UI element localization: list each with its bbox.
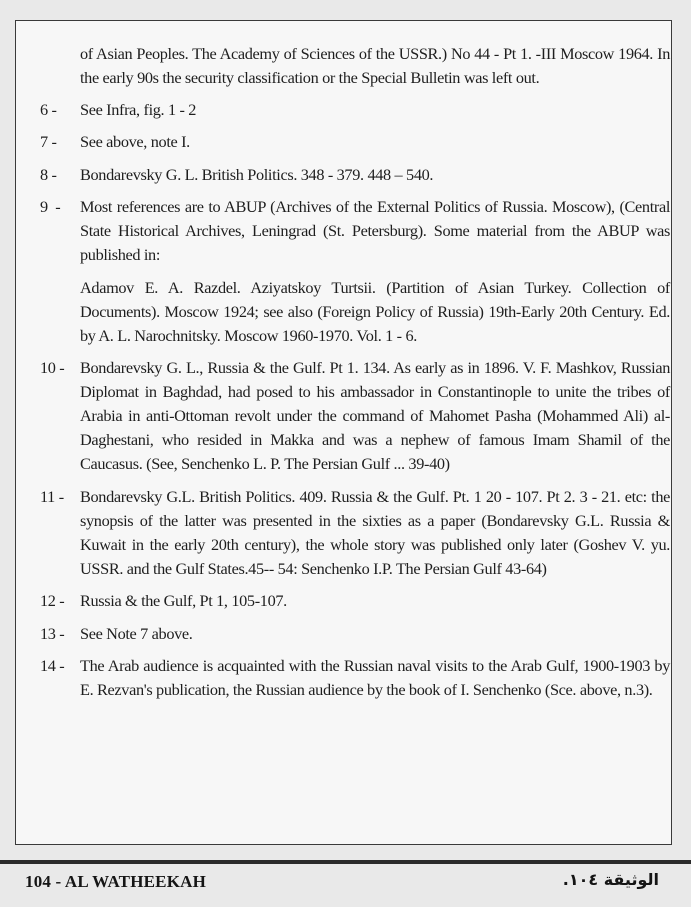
note-text: Bondarevsky G. L. British Politics. 348 - 379. 448 – 540.: [80, 164, 434, 184]
note-number: 13 -: [40, 623, 69, 643]
note-number: 12 -: [40, 591, 69, 610]
note-number: 10 -: [40, 358, 69, 377]
note-11: [40, 485, 670, 581]
note-6: [40, 98, 670, 122]
note-9: [40, 195, 670, 267]
note-text: See Note 7 above.: [80, 623, 193, 643]
note-9-subparagraph: Adamov E. A. Razdel. Aziyatskoy Turtsii. (Partition of Asian Turkey. Collection of Documents). Moscow 1924; see also (Foreign Policy of Russia) 19th-Early 20th Century. Ed. by A. L. Narochnitsky. Moscow 1960-1970. Vol. 1 - 6.: [80, 277, 670, 345]
footer-arabic-page-label: الوثيقة ١٠٤.: [562, 870, 659, 889]
note-text: Bondarevsky G.L. British Politics. 409. Russia & the Gulf. Pt. 1 20 - 107. Pt 2. 3 - 21. etc: the synopsis of the latter was presented in the sixties as a paper (Bondarevsky G.L. Russia & Kuwait in the early 20th century), the whole story was published only later (Goshev V. yu. USSR. and the Gulf States.45-- 54: Senchenko I.P. The Persian Gulf 43-64): [80, 486, 670, 578]
note-number: 11 -: [40, 486, 68, 506]
note-12: [40, 589, 670, 613]
note-number: 6 -: [40, 99, 61, 119]
note-10: [40, 356, 670, 476]
note-13: [40, 622, 670, 646]
note-number: 8 -: [40, 164, 61, 184]
note-text: Russia & the Gulf, Pt 1, 105-107.: [80, 591, 287, 610]
note-number: 7 -: [40, 132, 61, 151]
note-text: See above, note I.: [80, 132, 190, 151]
endnotes: [40, 42, 670, 711]
note-text: of Asian Peoples. The Academy of Sciences of the USSR.) No 44 - Pt 1. -III Moscow 1964. In the early 90s the security classification or the Special Bulletin was left out.: [80, 44, 670, 87]
note-number: 14 -: [40, 656, 69, 675]
note-number: 9 -: [40, 197, 65, 216]
note-text: Bondarevsky G. L., Russia & the Gulf. Pt 1. 134. As early as in 1896. V. F. Mashkov, Russian Diplomat in Baghdad, had posed to his ambassador in Constantinople to unite the tribes of Arabia in anti-Ottoman revolt under the command of Mahomet Pasha (Mohammed Ali) al-Daghestani, who resided in Makka and was a nephew of famous Imam Shamil of the Caucasus. (See, Senchenko L. P. The Persian Gulf ... 39-40): [80, 358, 670, 473]
note-text: Most references are to ABUP (Archives of the External Politics of Russia. Moscow), (Central State Historical Archives, Leningrad (St. Petersburg). Some material from the ABUP was published in:: [80, 197, 670, 264]
note-text: The Arab audience is acquainted with the Russian naval visits to the Arab Gulf, 1900-1903 by E. Rezvan's publication, the Russian audience by the book of I. Senchenko (Sce. above, n.3).: [80, 656, 670, 699]
note-14: [40, 654, 670, 702]
footer-rule: [0, 860, 691, 864]
note-7: [40, 130, 670, 154]
note-text: See Infra, fig. 1 - 2: [80, 99, 197, 119]
note-continuation: [40, 42, 670, 90]
note-8: [40, 163, 670, 187]
footer-page-label: 104 - AL WATHEEKAH: [25, 872, 207, 891]
